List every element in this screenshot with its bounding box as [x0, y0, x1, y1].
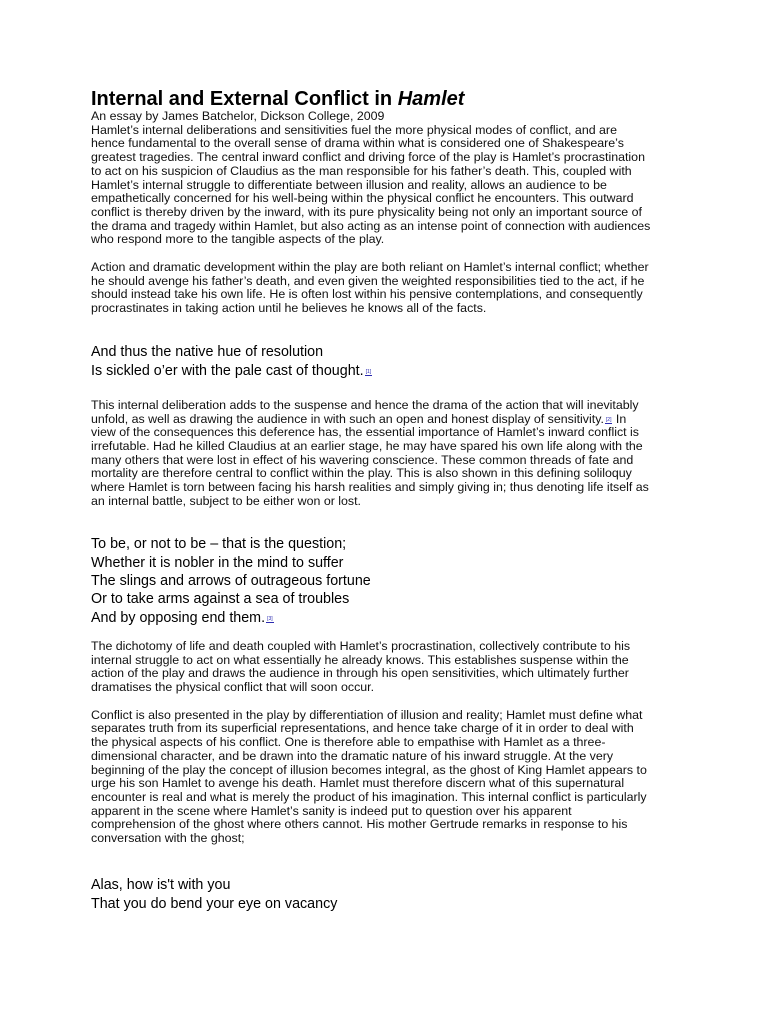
text-line: the drama and tragedy within Hamlet, but also acting as an intense point of connection with audiences [91, 218, 651, 233]
text-line: empathetically concerned for his well-being within the physical conflict he encounters. This outward [91, 191, 634, 206]
paragraph-3 [91, 399, 681, 509]
quote-line [91, 362, 681, 381]
citation-link[interactable]: [1] [365, 369, 372, 376]
text-line: conflict is thereby driven by the inward, with its pure physicality being not only an important source of [91, 204, 642, 219]
text-line: mortality are therefore central to conflict within the play. This is also shown in this defining soliloquy [91, 466, 632, 481]
quote-line: Alas, how is't with you [91, 876, 231, 893]
paragraph-gap [91, 846, 681, 876]
paragraph-2 [91, 261, 681, 316]
paragraph-gap [91, 247, 681, 261]
text-line: apparent in the scene where Hamlet’s sanity is indeed put to question over his apparent [91, 803, 572, 818]
quote-alas [91, 876, 681, 914]
paragraph-1 [91, 124, 681, 247]
paragraph-gap [91, 627, 681, 640]
text-line: dramatises the physical conflict that will soon occur. [91, 680, 375, 695]
text-line: the physical aspects of his conflict. One is therefore able to empathise with Hamlet as a three- [91, 735, 606, 750]
text-line: beginning of the play the concept of illusion becomes integral, as the ghost of King Hamlet appears to [91, 762, 647, 777]
text-line: who respond more to the tangible aspects of the play. [91, 232, 385, 247]
essay-byline: An essay by James Batchelor, Dickson College, 2009 [91, 109, 385, 123]
text-line: Hamlet’s internal struggle to differentiate between illusion and reality, allows an audience to be [91, 177, 607, 192]
text-line: conversation with the ghost; [91, 831, 245, 846]
text-line: comprehension of the ghost where others cannot. His mother Gertrude remarks in response to his [91, 817, 628, 832]
quote-resolution [91, 343, 681, 381]
title-hamlet: Hamlet [397, 88, 465, 110]
text-line: view of the consequences this deference has, the essential importance of Hamlet’s inward conflict is [91, 425, 640, 440]
text-segment: In [612, 411, 627, 426]
text-line: separates truth from its superficial representations, and hence take charge of it in order to deal with [91, 721, 634, 736]
text-line: internal struggle to act on what essentially he already knows. This establishes suspense within the [91, 652, 629, 667]
citation-link[interactable]: [3] [267, 616, 273, 623]
quote-line-text: Is sickled o’er with the pale cast of thought. [91, 362, 364, 379]
title-text: Internal and External Conflict in [91, 88, 398, 110]
quote-line [91, 609, 681, 627]
text-line: dimensional character, and be drawn into the dramatic nature of his inward struggle. At the very [91, 748, 614, 763]
quote-line: That you do bend your eye on vacancy [91, 895, 338, 912]
text-line: encounter is real and what is merely the product of his imagination. This internal conflict is particularly [91, 789, 647, 804]
essay-title [91, 88, 681, 110]
text-line: he should avenge his father’s death, and even given the weighted responsibilities tied to the act, if he [91, 273, 645, 288]
text-line: The dichotomy of life and death coupled with Hamlet’s procrastination, collectively contribute to his [91, 638, 631, 653]
quote-line-text: And by opposing end them. [91, 609, 266, 626]
citation-link[interactable]: [2] [605, 417, 612, 424]
text-line: where Hamlet is torn between facing his harsh realities and simply giving in; thus denoting life itself as [91, 480, 649, 495]
document-page [91, 88, 681, 914]
text-line: action of the play and draws the audience in through his open sensitivities, which ultimately further [91, 666, 629, 681]
text-line: irrefutable. Had he killed Claudius at an earlier stage, he may have spared his own life along with the [91, 438, 643, 453]
quote-to-be-or-not-to-be [91, 535, 681, 626]
paragraph-gap [91, 316, 681, 343]
quote-line: To be, or not to be – that is the question; [91, 536, 347, 553]
text-line: many others that were lost in effect of his wavering conscience. These common threads of fate and [91, 452, 634, 467]
paragraph-5 [91, 709, 681, 846]
text-line: hence fundamental to the overall sense of drama within what is considered one of Shakespeare’s [91, 136, 624, 151]
text-line: Hamlet’s internal deliberations and sensitivities fuel the more physical modes of conflict, and are [91, 122, 617, 137]
text-line: an internal battle, subject to be either won or lost. [91, 493, 361, 508]
text-line: to act on his suspicion of Claudius as the man responsible for his father’s death. This, coupled with [91, 163, 632, 178]
paragraph-gap [91, 381, 681, 399]
quote-line: Or to take arms against a sea of troubles [91, 591, 350, 608]
text-line: procrastinates in taking action until he believes he knows all of the facts. [91, 301, 487, 316]
text-line: Conflict is also presented in the play by differentiation of illusion and reality; Hamlet must define what [91, 707, 643, 722]
paragraph-gap [91, 695, 681, 709]
quote-line: Whether it is nobler in the mind to suffer [91, 554, 344, 571]
text-segment: unfold, as well as drawing the audience in with such an open and honest display of sensitivity. [91, 411, 604, 426]
quote-line: And thus the native hue of resolution [91, 343, 324, 360]
text-line: greatest tragedies. The central inward conflict and driving force of the play is Hamlet’s procrastination [91, 150, 645, 165]
text-line: should instead take his own life. He is often lost within his pensive contemplations, and consequently [91, 287, 643, 302]
text-line: This internal deliberation adds to the suspense and hence the drama of the action that will inevitably [91, 397, 639, 412]
paragraph-gap [91, 508, 681, 535]
text-line: Action and dramatic development within the play are both reliant on Hamlet’s internal conflict; whether [91, 260, 649, 275]
paragraph-4 [91, 640, 681, 695]
text-line [91, 413, 681, 427]
text-line: urge his son Hamlet to avenge his death. Hamlet must therefore discern what of this supernatural [91, 776, 625, 791]
quote-line: The slings and arrows of outrageous fortune [91, 573, 371, 590]
